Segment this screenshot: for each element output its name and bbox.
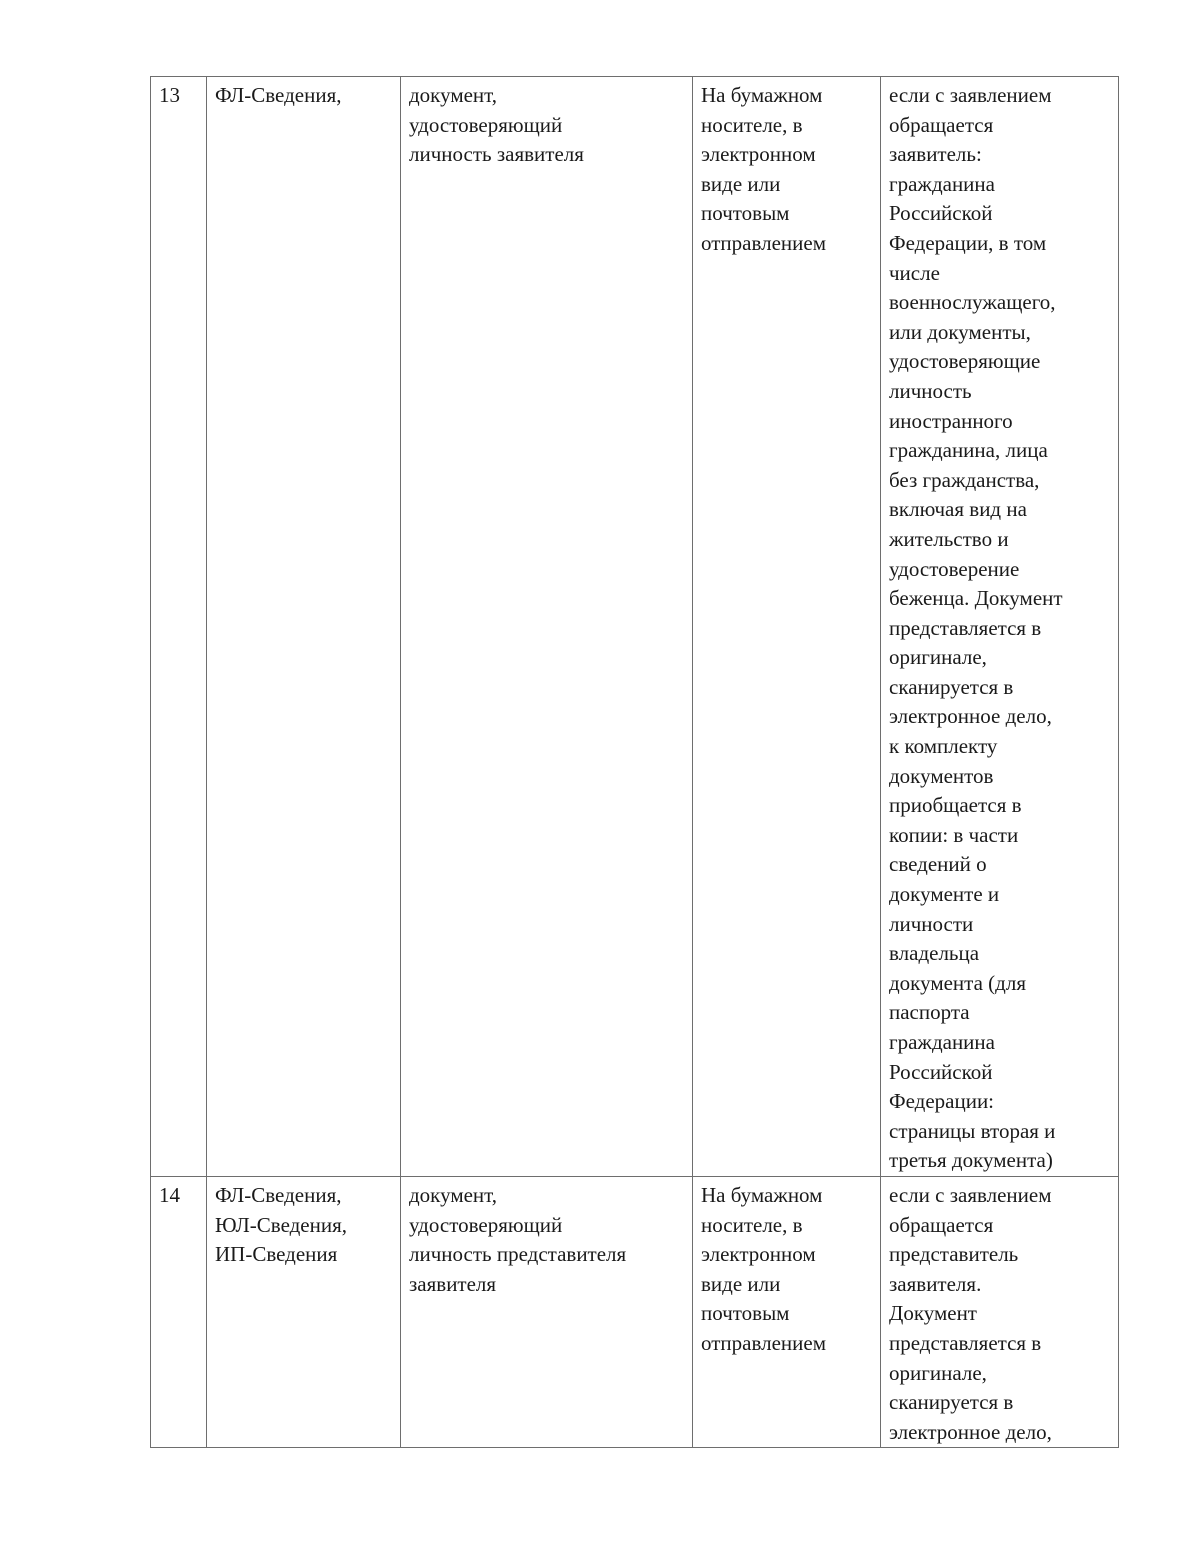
condition-line: обращается — [889, 1212, 994, 1237]
submission-form-line: отправлением — [701, 230, 826, 255]
document-name-line: удостоверяющий — [409, 112, 563, 137]
condition-line: военнослужащего, — [889, 290, 1056, 315]
condition-line: личности — [889, 911, 974, 936]
document-name-line: личность представителя — [409, 1242, 627, 1267]
documents-table — [150, 76, 1119, 1448]
table-row — [151, 77, 1119, 1177]
condition-line: электронное дело, — [889, 1419, 1052, 1444]
conditions-cell — [881, 77, 1119, 1177]
subjects-cell — [207, 77, 401, 1177]
condition-line: представляется в — [889, 1330, 1042, 1355]
condition-line: Документ — [889, 1301, 977, 1326]
submission-form-line: почтовым — [701, 1301, 790, 1326]
condition-line: без гражданства, — [889, 467, 1040, 492]
condition-line: гражданина — [889, 1030, 995, 1054]
condition-line: включая вид на — [889, 497, 1027, 522]
document-name-cell — [401, 1176, 693, 1447]
submission-form-line: носителе, в — [701, 1212, 803, 1237]
submission-form-line: почтовым — [701, 201, 790, 226]
subject-line: ФЛ-Сведения, — [215, 83, 342, 107]
submission-form-line: виде или — [701, 1271, 781, 1296]
table-row — [151, 1176, 1119, 1447]
condition-line: Российской — [889, 1059, 993, 1084]
document-name-line: заявителя — [409, 1271, 497, 1296]
document-name-line: личность заявителя — [409, 142, 584, 167]
condition-line: оригинале, — [889, 645, 987, 670]
conditions-cell — [881, 1176, 1119, 1447]
subject-line: ФЛ-Сведения, — [215, 1182, 342, 1207]
condition-line: личность — [889, 378, 972, 403]
condition-line: беженца. Документ — [889, 586, 1063, 611]
row-number: 14 — [159, 1182, 180, 1207]
row-number: 13 — [159, 83, 180, 107]
document-name-line: удостоверяющий — [409, 1212, 563, 1237]
condition-line: гражданина, лица — [889, 438, 1048, 463]
condition-line: или документы, — [889, 319, 1031, 344]
row-number-cell — [151, 77, 207, 1177]
condition-line: паспорта — [889, 1000, 970, 1025]
document-name-line: документ, — [409, 83, 498, 107]
condition-line: Федерации, в том — [889, 230, 1047, 255]
submission-form-line: На бумажном — [701, 1182, 823, 1207]
condition-line: документов — [889, 763, 994, 788]
submission-form-line: носителе, в — [701, 112, 803, 137]
condition-line: третья документа) — [889, 1148, 1053, 1173]
condition-line: Российской — [889, 201, 993, 226]
subject-line: ИП-Сведения — [215, 1242, 338, 1267]
condition-line: удостоверяющие — [889, 349, 1041, 374]
condition-line: сканируется в — [889, 674, 1014, 699]
row-number-cell — [151, 1176, 207, 1447]
condition-line: копии: в части — [889, 822, 1019, 847]
submission-form-line: отправлением — [701, 1330, 826, 1355]
condition-line: электронное дело, — [889, 704, 1052, 729]
submission-form-line: виде или — [701, 171, 781, 196]
condition-line: если с заявлением — [889, 1182, 1052, 1207]
document-name-line: документ, — [409, 1182, 498, 1207]
submission-form-line: На бумажном — [701, 83, 823, 107]
condition-line: сканируется в — [889, 1390, 1014, 1415]
submission-form-cell — [693, 77, 881, 1177]
condition-line: обращается — [889, 112, 994, 137]
condition-line: владельца — [889, 941, 980, 966]
condition-line: если с заявлением — [889, 83, 1052, 107]
document-name-cell — [401, 77, 693, 1177]
condition-line: документа (для — [889, 970, 1026, 995]
condition-line: страницы вторая и — [889, 1118, 1056, 1143]
condition-line: заявитель: — [889, 142, 982, 167]
condition-line: документе и — [889, 882, 1000, 907]
submission-form-line: электронном — [701, 1242, 816, 1267]
subject-line: ЮЛ-Сведения, — [215, 1212, 348, 1237]
condition-line: представляется в — [889, 615, 1042, 640]
condition-line: жительство и — [889, 526, 1009, 551]
condition-line: удостоверение — [889, 556, 1020, 581]
condition-line: к комплекту — [889, 734, 998, 759]
condition-line: Федерации: — [889, 1089, 995, 1114]
condition-line: гражданина — [889, 171, 995, 196]
condition-line: заявителя. — [889, 1271, 982, 1296]
condition-line: приобщается в — [889, 793, 1022, 818]
condition-line: представитель — [889, 1242, 1019, 1267]
submission-form-line: электронном — [701, 142, 816, 167]
condition-line: иностранного — [889, 408, 1013, 433]
subjects-cell — [207, 1176, 401, 1447]
condition-line: сведений о — [889, 852, 987, 877]
condition-line: оригинале, — [889, 1360, 987, 1385]
condition-line: числе — [889, 260, 940, 285]
submission-form-cell — [693, 1176, 881, 1447]
